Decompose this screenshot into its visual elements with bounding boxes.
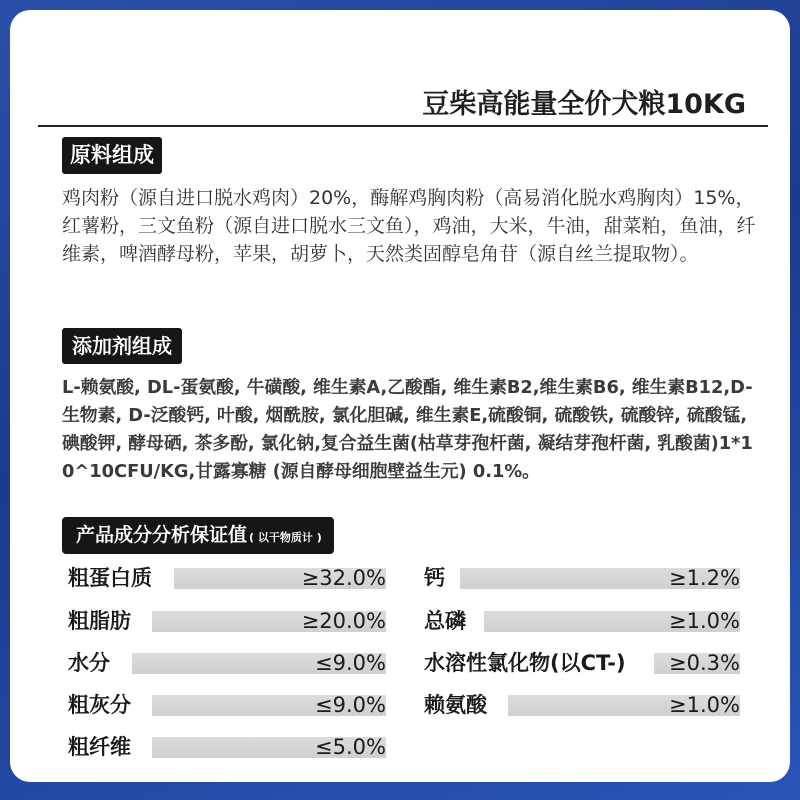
- content-card: [10, 10, 790, 782]
- additives-heading: 添加剂组成: [62, 328, 182, 364]
- ingredients-heading: 原料组成: [62, 137, 162, 174]
- analysis-row-name: 粗灰分: [68, 693, 131, 717]
- analysis-row-name: 粗脂肪: [68, 609, 131, 633]
- analysis-row: [424, 608, 740, 634]
- analysis-row-value: ≥32.0%: [301, 566, 386, 590]
- analysis-row-value: ≥0.3%: [669, 651, 740, 675]
- analysis-row-name: 粗蛋白质: [68, 566, 152, 590]
- analysis-row-name: 水溶性氯化物(以CT-): [424, 651, 626, 675]
- title-divider: [38, 125, 768, 127]
- analysis-row: [424, 565, 740, 591]
- analysis-row-value: ≥1.2%: [669, 566, 740, 590]
- analysis-row-name: 赖氨酸: [424, 693, 487, 717]
- analysis-row-value: ≤9.0%: [315, 651, 386, 675]
- ingredients-text: 鸡肉粉（源自进口脱水鸡肉）20%，酶解鸡胸肉粉（高易消化脱水鸡胸肉）15%，红薯粉，三文鱼粉（源自进口脱水三文鱼），鸡油，大米，牛油，甜菜粕，鱼油，纤维素，啤酒酵母粉，苹果，胡萝卜，天然类固醇皂角苷（源自丝兰提取物）。: [62, 187, 756, 265]
- analysis-row-name: 水分: [68, 651, 110, 675]
- analysis-heading-label: 产品成分分析保证值: [76, 524, 248, 546]
- analysis-row-value: ≥1.0%: [669, 693, 740, 717]
- analysis-heading: [62, 517, 334, 554]
- analysis-row-name: 钙: [424, 566, 445, 590]
- analysis-row: [68, 650, 386, 676]
- analysis-row-name: 粗纤维: [68, 735, 131, 759]
- analysis-row: [68, 734, 386, 760]
- analysis-row-value: ≤9.0%: [315, 693, 386, 717]
- analysis-heading-note: ( 以干物质计 ): [249, 531, 322, 544]
- analysis-row: [68, 608, 386, 634]
- additives-text: L-赖氨酸, DL-蛋氨酸, 牛磺酸, 维生素A,乙酸酯, 维生素B2,维生素B6, 维生素B12,D-生物素, D-泛酸钙, 叶酸, 烟酰胺, 氯化胆碱, 维生素E,硫酸铜, 硫酸铁, 硫酸锌, 硫酸锰, 碘酸钾, 酵母硒, 茶多酚, 氯化钠,复合益生菌(枯草芽孢杆菌, 凝结芽孢杆菌, 乳酸菌)1*10^10CFU/KG,甘露寡糖 (源自酵母细胞壁益生元) 0.1%。: [62, 377, 753, 482]
- product-title: 豆柴高能量全价犬粮10KG: [422, 89, 746, 120]
- analysis-row: [68, 692, 386, 718]
- analysis-row: [424, 692, 740, 718]
- analysis-row-name: 总磷: [424, 609, 466, 633]
- analysis-row: [424, 650, 740, 676]
- analysis-row-value: ≥20.0%: [301, 609, 386, 633]
- analysis-row-value: ≥1.0%: [669, 609, 740, 633]
- analysis-row-value: ≤5.0%: [315, 735, 386, 759]
- analysis-row: [68, 565, 386, 591]
